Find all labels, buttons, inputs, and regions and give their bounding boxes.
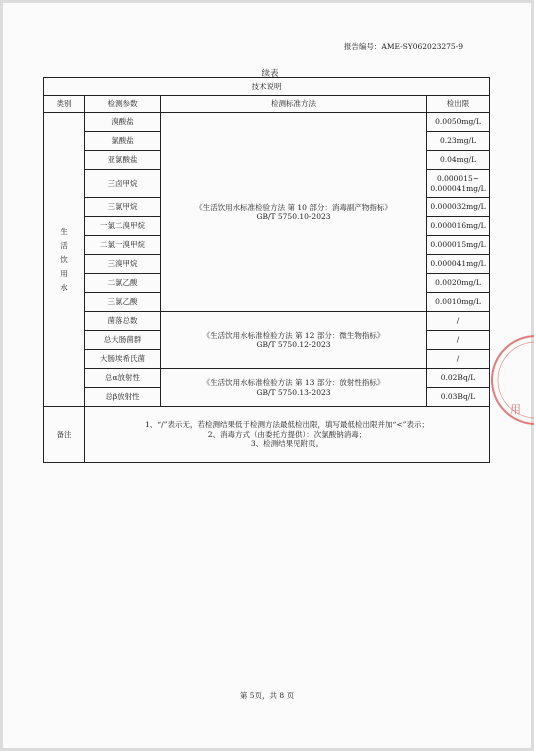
parameter-cell: 二氯一溴甲烷 — [85, 236, 161, 255]
method-title: 《生活饮用水标准检验方法 第 13 部分：放射性指标》 — [202, 378, 385, 388]
column-header-limit: 检出限 — [427, 96, 490, 113]
limit-cell: 0.02Bq/L — [427, 369, 490, 388]
parameter-cell: 总α放射性 — [85, 369, 161, 388]
limit-cell: 0.000041mg/L — [427, 255, 490, 274]
limit-cell: 0.0020mg/L — [427, 274, 490, 293]
parameter-cell: 三卤甲烷 — [85, 170, 161, 198]
limit-cell: 0.23mg/L — [427, 132, 490, 151]
category-char: 饮 — [60, 254, 68, 264]
notes-cell — [85, 407, 490, 463]
report-number: 报告编号：AME-SY062023275-9 — [343, 42, 463, 51]
category-char: 生 — [60, 226, 68, 236]
table-title: 技术说明 — [44, 78, 490, 96]
limit-cell: 0.000016mg/L — [427, 217, 490, 236]
parameter-cell: 总β放射性 — [85, 388, 161, 407]
method-title: 《生活饮用水标准检验方法 第 10 部分：消毒副产物指标》 — [195, 202, 392, 212]
column-header-category: 类别 — [44, 96, 85, 113]
parameter-cell: 三溴甲烷 — [85, 255, 161, 274]
method-code: GB/T 5750.10-2023 — [256, 212, 331, 221]
parameter-cell: 菌落总数 — [85, 312, 161, 331]
parameter-cell: 三氯乙酸 — [85, 293, 161, 312]
page-number: 第 5页，共 8 页 — [239, 691, 295, 700]
category-char: 活 — [60, 240, 68, 250]
limit-cell: 0.0010mg/L — [427, 293, 490, 312]
parameter-cell: 亚氯酸盐 — [85, 151, 161, 170]
parameter-cell: 一氯二溴甲烷 — [85, 217, 161, 236]
stamp-text: 用 — [510, 403, 521, 416]
technical-description-table — [43, 77, 490, 463]
limit-line: 0.000015~ — [436, 174, 480, 184]
limit-cell: 0.000015mg/L — [427, 236, 490, 255]
notes-label: 备注 — [44, 407, 85, 463]
limit-cell: / — [427, 350, 490, 369]
limit-cell: 0.04mg/L — [427, 151, 490, 170]
category-label — [46, 225, 82, 295]
limit-cell: 0.000032mg/L — [427, 198, 490, 217]
parameter-cell: 溴酸盐 — [85, 113, 161, 132]
method-cell — [161, 113, 427, 312]
limit-cell — [427, 170, 490, 198]
method-cell — [161, 312, 427, 369]
parameter-cell: 氯酸盐 — [85, 132, 161, 151]
limit-line: 0.000041mg/L — [430, 183, 486, 193]
column-header-method: 检测标准方法 — [161, 96, 427, 113]
method-title: 《生活饮用水标准检验方法 第 12 部分：微生物指标》 — [202, 330, 385, 340]
note-line: 3、检测结果见附页。 — [250, 439, 324, 449]
method-code: GB/T 5750.13-2023 — [256, 387, 331, 397]
parameter-cell: 总大肠菌群 — [85, 331, 161, 350]
category-char: 用 — [60, 268, 68, 278]
column-header-parameter: 检测参数 — [85, 96, 161, 113]
limit-cell: / — [427, 312, 490, 331]
table-caption: 续表 — [261, 69, 279, 79]
red-seal-stamp — [488, 318, 534, 448]
note-line: 1、“/”表示无，若检测结果低于检测方法最低检出限，填写最低检出限并加“<”表示； — [145, 420, 429, 430]
parameter-cell: 三氯甲烷 — [85, 198, 161, 217]
limit-cell: / — [427, 331, 490, 350]
parameter-cell: 二氯乙酸 — [85, 274, 161, 293]
note-line: 2、消毒方式（由委托方提供）：次氯酸钠消毒； — [207, 429, 367, 439]
limit-cell: 0.03Bq/L — [427, 388, 490, 407]
limit-cell: 0.0050mg/L — [427, 113, 490, 132]
category-cell — [44, 113, 85, 407]
category-char: 水 — [60, 282, 68, 292]
method-code: GB/T 5750.12-2023 — [256, 340, 331, 349]
method-cell — [161, 369, 427, 407]
parameter-cell: 大肠埃希氏菌 — [85, 350, 161, 369]
